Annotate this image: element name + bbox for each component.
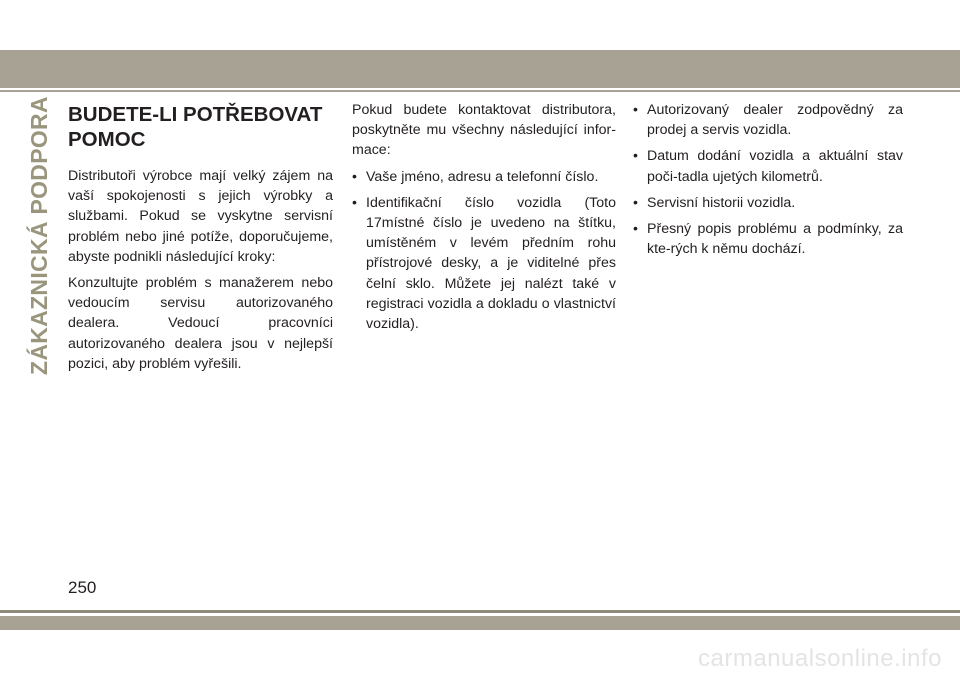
bullet-icon: • [352, 168, 357, 185]
column-3 [633, 100, 903, 265]
watermark: carmanualsonline.info [698, 645, 942, 672]
bullet-icon: • [633, 194, 638, 211]
header-band [0, 50, 960, 88]
bullet-icon: • [633, 102, 638, 118]
list-item [352, 193, 616, 334]
bullet-icon: • [633, 221, 638, 238]
list-item-text: Datum dodání vozidla a aktuální stav poči-tadla ujetých kilometrů. [647, 148, 903, 185]
column-1 [68, 100, 333, 380]
footer-band [0, 616, 960, 630]
list-item [633, 193, 903, 213]
paragraph: Distributoři výrobce mají velký zájem na vaší spokojenosti s jejich výrobky a službami. Pokud se vyskytne servisní problém nebo jiné potíže, doporučujeme, abyste podnikli následující kroky: [68, 168, 333, 265]
bullet-icon: • [352, 194, 357, 211]
paragraph-intro: Pokud budete kontaktovat distributora, poskytněte mu všechny následující infor-mace: [352, 102, 616, 159]
paragraph: Konzultujte problém s manažerem nebo vedoucím servisu autorizovaného dealera. Vedoucí pracovníci autorizovaného dealera jsou v nejlepší pozici, aby problém vyřešili. [68, 275, 333, 372]
section-title: BUDETE-LI POTŘEBOVAT POMOC [68, 103, 323, 151]
list-item-text: Servisní historii vozidla. [647, 194, 796, 211]
list-item [633, 146, 903, 186]
bullet-icon: • [633, 148, 638, 165]
page-number: 250 [68, 578, 97, 597]
list-item [633, 219, 903, 259]
column-2 [352, 100, 616, 340]
bullet-list [633, 100, 903, 259]
side-section-label: ZÁKAZNICKÁ PODPORA [26, 96, 52, 375]
list-item-text: Autorizovaný dealer zodpovědný za prodej a servis vozidla. [647, 102, 903, 139]
list-item-text: Přesný popis problému a podmínky, za kte-rých k němu dochází. [647, 221, 903, 258]
list-item-text: Identifikační číslo vozidla (Toto 17místné číslo je uvedeno na štítku, umístěném v levém předním rohu přístrojové desky, a je viditelné přes čelní sklo. Můžete jej nalézt také v registraci vozidla a dokladu o vlastnictví vozidla). [366, 194, 616, 333]
header-rule [0, 90, 960, 92]
list-item [633, 100, 903, 140]
footer-rule [0, 610, 960, 613]
list-item [352, 167, 616, 187]
bullet-list [352, 167, 616, 335]
list-item-text: Vaše jméno, adresu a telefonní číslo. [366, 168, 599, 185]
